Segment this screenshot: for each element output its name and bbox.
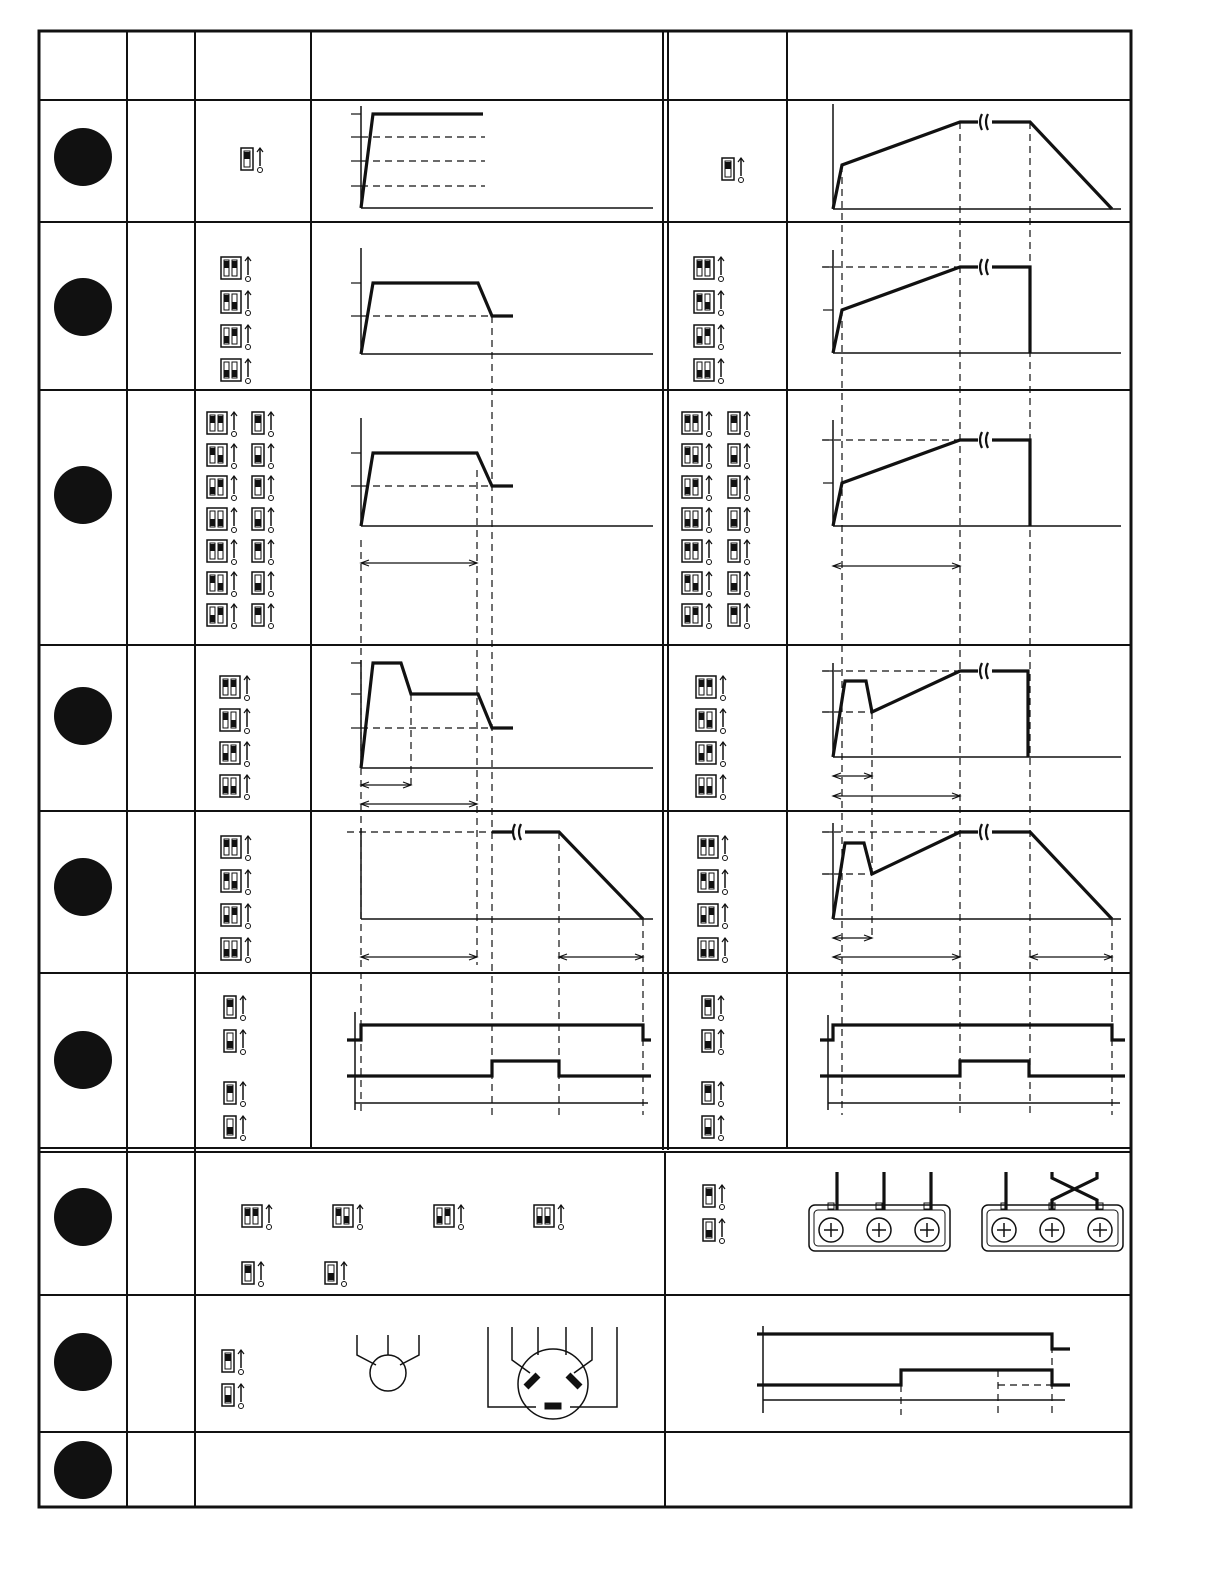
dip-switch-icon — [220, 709, 250, 734]
dip-switch-icon — [221, 870, 251, 895]
dip-switch-icon — [242, 1262, 264, 1287]
table-border — [39, 31, 1131, 1507]
dip-switch-icon — [702, 996, 724, 1021]
dip-switch-icon — [325, 1262, 347, 1287]
dip-switch-icon — [694, 257, 724, 282]
filled-circle-icon — [54, 858, 112, 916]
voltage-curve — [361, 663, 513, 768]
filled-circle-icon — [54, 466, 112, 524]
dip-switch-icon — [221, 938, 251, 963]
relay-signal-2 — [347, 1061, 651, 1076]
timing-graphs — [347, 104, 1125, 1419]
voltage-curve — [992, 122, 1112, 209]
filled-circle-icon — [54, 1333, 112, 1391]
break-mark — [980, 259, 988, 275]
voltage-curve — [833, 267, 978, 353]
dip-switch-icon — [728, 572, 750, 597]
dip-switch-icon — [702, 1116, 724, 1141]
dip-switch-icon — [682, 604, 712, 629]
relay-signal-1 — [757, 1334, 1070, 1349]
dip-switch-icon — [703, 1185, 725, 1210]
dip-switch-icon — [252, 540, 274, 565]
dip-switch-icon — [207, 540, 237, 565]
dip-switch-icon — [220, 676, 250, 701]
dip-switch-icon — [728, 540, 750, 565]
dip-switch-icon — [694, 359, 724, 384]
relay-signal-1 — [820, 1025, 1125, 1040]
voltage-curve — [992, 832, 1112, 919]
dip-switch-icon — [252, 604, 274, 629]
dip-switch-icon — [224, 1116, 246, 1141]
dip-switch-icon — [534, 1205, 564, 1230]
motor-icon — [357, 1335, 419, 1391]
relay-signal-1 — [347, 1025, 651, 1040]
dip-switch-icon — [224, 1030, 246, 1055]
dip-switch-icon — [702, 1030, 724, 1055]
dip-switch-icon — [207, 476, 237, 501]
dip-switch-icon — [682, 476, 712, 501]
dip-switch-icon — [698, 870, 728, 895]
row-markers — [54, 128, 112, 1499]
relay-signal-2 — [757, 1370, 1070, 1385]
dip-switch-icon — [222, 1350, 244, 1375]
dip-switch-icon — [252, 572, 274, 597]
dip-switch-icon — [207, 572, 237, 597]
break-mark — [980, 432, 988, 448]
dip-switch-icon — [207, 444, 237, 469]
dip-switch-icon — [728, 412, 750, 437]
filled-circle-icon — [54, 128, 112, 186]
dip-switch-icon — [694, 291, 724, 316]
voltage-curve — [833, 440, 978, 526]
filled-circle-icon — [54, 687, 112, 745]
break-mark — [980, 824, 988, 840]
dip-switch-icon — [698, 836, 728, 861]
dip-switch-icon — [220, 775, 250, 800]
dip-switch-icon — [434, 1205, 464, 1230]
motor-icon — [488, 1327, 617, 1419]
filled-circle-icon — [54, 1441, 112, 1499]
dip-switch-icon — [224, 1082, 246, 1107]
filled-circle-icon — [54, 1188, 112, 1246]
voltage-curve — [992, 440, 1030, 526]
terminal-block-icon — [809, 1172, 950, 1251]
filled-circle-icon — [54, 1031, 112, 1089]
voltage-curve — [361, 453, 513, 526]
dip-switch-icon — [207, 508, 237, 533]
dip-switch-icon — [207, 604, 237, 629]
dip-switch-icon — [242, 1205, 272, 1230]
dip-switch-icon — [221, 291, 251, 316]
dip-switch-icon — [722, 158, 744, 183]
voltage-curve — [361, 283, 513, 354]
dip-switch-icon — [221, 904, 251, 929]
dip-switch-icon — [221, 257, 251, 282]
voltage-curve — [525, 832, 643, 919]
dip-switch-icon — [703, 1219, 725, 1244]
dip-switch-icon — [728, 476, 750, 501]
voltage-curve — [833, 122, 978, 209]
dip-switch-icon — [682, 540, 712, 565]
dip-switch-icon — [728, 604, 750, 629]
break-mark — [513, 824, 521, 840]
dip-switch-icon — [696, 742, 726, 767]
dip-switch-icon — [698, 904, 728, 929]
dip-switch-icon — [333, 1205, 363, 1230]
filled-circle-icon — [54, 278, 112, 336]
dip-switch-icon — [682, 412, 712, 437]
voltage-curve — [992, 267, 1030, 353]
dip-switch-icon — [224, 996, 246, 1021]
dip-switch-icon — [221, 325, 251, 350]
dip-switch-icon — [221, 359, 251, 384]
relay-signal-2 — [820, 1061, 1125, 1076]
dip-switch-icon — [728, 444, 750, 469]
dip-switch-icon — [682, 508, 712, 533]
dip-switch-icon — [728, 508, 750, 533]
break-mark — [980, 663, 988, 679]
dip-switch-icon — [696, 775, 726, 800]
table-grid — [39, 31, 1131, 1507]
voltage-curve — [992, 671, 1028, 757]
dip-switch-icon — [207, 412, 237, 437]
dip-switch-icon — [702, 1082, 724, 1107]
dip-switch-icon — [221, 836, 251, 861]
dip-switch-icon — [682, 444, 712, 469]
voltage-curve — [833, 832, 978, 919]
dip-switch-icon — [698, 938, 728, 963]
terminal-block-icon — [982, 1172, 1123, 1251]
dip-switch-icon — [696, 709, 726, 734]
dip-switch-icon — [682, 572, 712, 597]
dip-switch-icon — [694, 325, 724, 350]
dip-switch-icon — [252, 412, 274, 437]
dip-switch-icon — [252, 508, 274, 533]
dip-switch-icon — [252, 444, 274, 469]
dip-switch-icon — [220, 742, 250, 767]
dip-switch-icon — [222, 1384, 244, 1409]
dip-switch-icon — [241, 148, 263, 173]
dip-switch-icon — [252, 476, 274, 501]
break-mark — [980, 114, 988, 130]
dip-switch-icon — [696, 676, 726, 701]
voltage-curve — [833, 671, 978, 757]
